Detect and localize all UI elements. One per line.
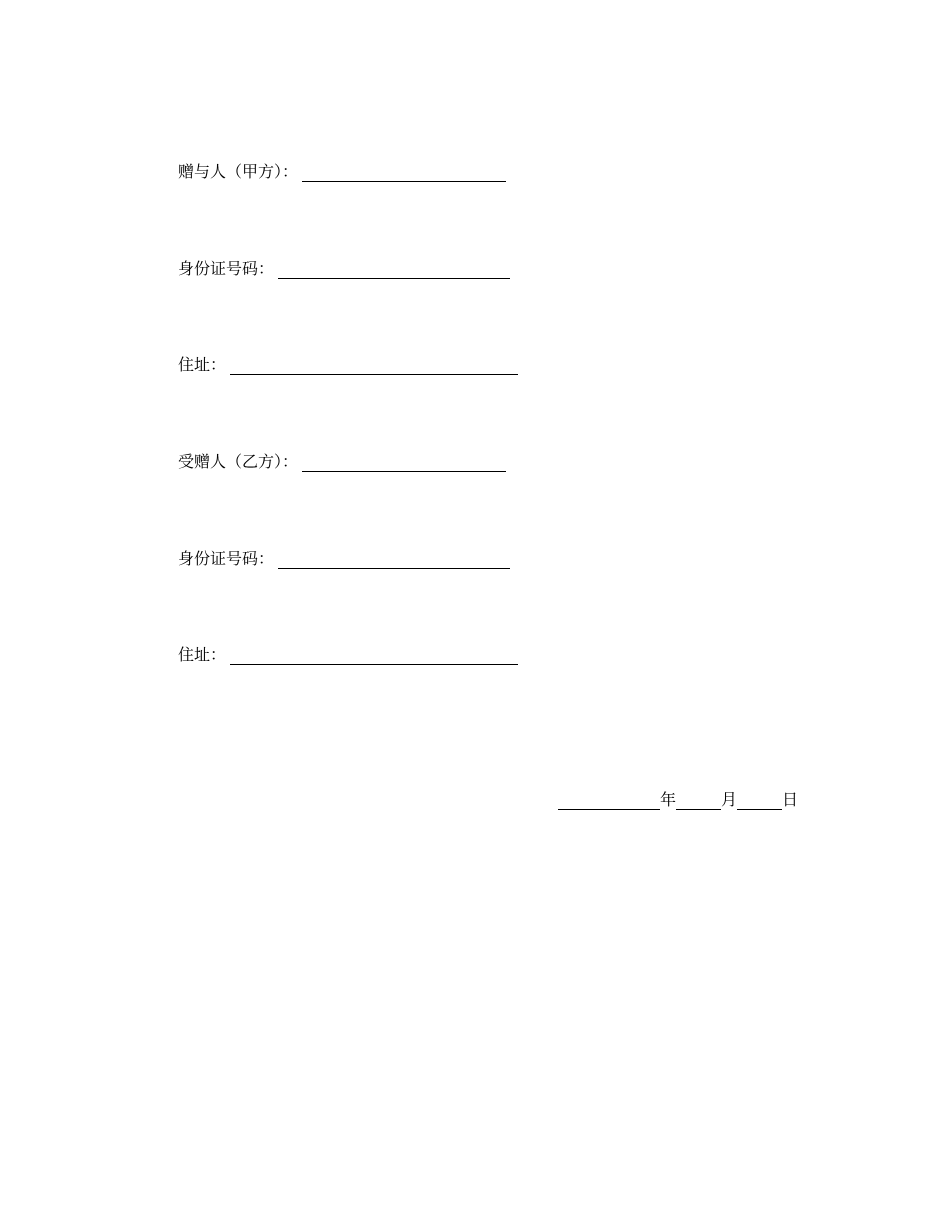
donee-address-label: 住址： [178,645,227,664]
donee-address-row [178,645,518,665]
month-label: 月 [721,790,738,809]
signing-date-row [558,790,798,810]
donor-id-blank[interactable] [278,259,510,279]
donor-address-blank[interactable] [230,355,518,375]
month-blank[interactable] [676,790,721,810]
day-blank[interactable] [737,790,782,810]
day-label: 日 [782,790,799,809]
year-blank[interactable] [558,790,660,810]
year-label: 年 [660,790,677,809]
donee-id-blank[interactable] [278,549,510,569]
donor-address-row [178,355,518,375]
donor-id-label: 身份证号码： [178,259,275,278]
donee-name-label: 受赠人（乙方）： [178,452,299,471]
donee-id-label: 身份证号码： [178,549,275,568]
donor-id-row [178,259,510,279]
donor-address-label: 住址： [178,355,227,374]
donor-name-blank[interactable] [302,162,506,182]
donee-name-blank[interactable] [302,452,506,472]
donor-name-row [178,162,506,182]
donee-name-row [178,452,506,472]
donor-name-label: 赠与人（甲方）： [178,162,299,181]
donee-address-blank[interactable] [230,645,518,665]
donee-id-row [178,549,510,569]
